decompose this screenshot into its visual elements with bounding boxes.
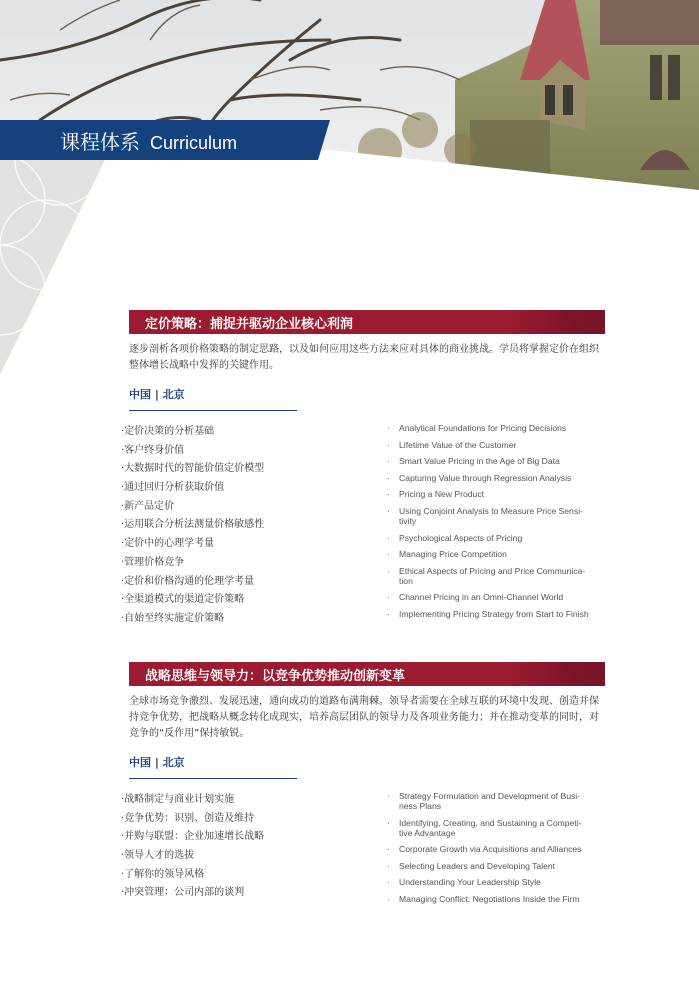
course-item-en xyxy=(387,489,605,499)
course-item-en-text: Identifying, Creating, and Sustaining a Competi- tive Advantage xyxy=(399,817,582,838)
bullet-dot: · xyxy=(387,817,390,828)
course-list-cn xyxy=(121,791,371,903)
course-list-cn xyxy=(121,423,371,629)
section-title: 战略思维与领导力：以竞争优势推动创新变革 xyxy=(145,669,406,684)
course-item-en xyxy=(387,791,605,811)
course-item-en xyxy=(387,566,605,586)
course-item-en-text: Lifetime Value of the Customer xyxy=(399,439,517,450)
course-item-en xyxy=(387,844,605,854)
course-item-en-text: Pricing a New Product xyxy=(399,489,485,500)
region-label: 中国 | 北京 xyxy=(129,388,185,401)
course-item-cn: ·新产品定价 xyxy=(121,500,175,512)
course-item-en-text: Corporate Growth via Acquisitions and Alliances xyxy=(399,844,582,855)
region-divider xyxy=(129,410,297,411)
bullet-dot: · xyxy=(387,565,390,576)
page-title-en: Curriculum xyxy=(150,133,238,153)
course-item-en-text: Channel Pricing in an Omni-Channel World xyxy=(399,592,564,603)
course-item-en-text: Analytical Foundations for Pricing Decisions xyxy=(399,423,567,433)
course-item-en-text: Smart Value Pricing in the Age of Big Data xyxy=(399,456,560,467)
bullet-dot: · xyxy=(387,844,390,855)
course-item-cn: ·定价决策的分析基础 xyxy=(121,426,215,437)
course-item-cn: ·客户终身价值 xyxy=(121,444,185,456)
course-item-en xyxy=(387,609,605,619)
bullet-dot: · xyxy=(387,791,390,801)
course-item-en-text: Using Conjoint Analysis to Measure Price Sensi- tivity xyxy=(399,505,583,526)
bullet-dot: · xyxy=(387,877,390,888)
course-item-cn: ·了解你的领导风格 xyxy=(121,868,205,880)
course-item-en xyxy=(387,861,605,871)
bullet-dot: · xyxy=(387,893,390,904)
course-item-cn: ·管理价格竞争 xyxy=(121,556,185,568)
bullet-dot: · xyxy=(387,505,390,516)
course-item-en-text: Psychological Aspects of Pricing xyxy=(399,532,523,543)
course-list-en xyxy=(387,423,605,626)
section-title: 定价策略：捕捉并驱动企业核心利润 xyxy=(145,317,354,332)
section-header-bar xyxy=(129,310,605,334)
region-label: 中国 | 北京 xyxy=(129,756,185,769)
course-item-en xyxy=(387,456,605,466)
course-list-en xyxy=(387,791,605,911)
decorative-pattern xyxy=(0,160,110,384)
course-item-en-text: Strategy Formulation and Development of Busi- ness Plans xyxy=(399,791,581,811)
bullet-dot: · xyxy=(387,456,390,467)
bullet-dot: · xyxy=(387,860,390,871)
course-item-en-text: Managing Conflict: Negotiations Inside the Firm xyxy=(399,893,580,904)
region-divider xyxy=(129,778,297,779)
course-item-en xyxy=(387,877,605,887)
course-item-cn: ·运用联合分析法测量价格敏感性 xyxy=(121,519,265,531)
course-item-en-text: Ethical Aspects of Pricing and Price Communica- tion xyxy=(399,565,586,586)
bullet-dot: · xyxy=(387,439,390,450)
bullet-dot: · xyxy=(387,608,390,619)
course-item-en-text: Selecting Leaders and Developing Talent xyxy=(399,860,556,871)
course-item-cn: ·冲突管理：公司内部的谈判 xyxy=(121,887,245,899)
bullet-dot: · xyxy=(387,549,390,560)
bullet-dot: · xyxy=(387,532,390,543)
course-item-en-text: Managing Price Competition xyxy=(399,549,507,560)
course-item-cn: ·竞争优势：识别、创造及维持 xyxy=(121,812,255,824)
course-item-cn: ·自始至终实施定价策略 xyxy=(121,612,225,624)
section-strategy xyxy=(121,662,605,904)
course-item-en xyxy=(387,440,605,450)
section-header-bar xyxy=(129,662,605,686)
section-description: 全球市场竞争激烈、发展迅速，通向成功的道路布满荆棘。领导者需要在全球互联的环境中发现、创造并保持竞争优势，把战略从概念转化成现实，培养高层团队的领导力及各项业务能力；并在推动变革的同时，对竞争的“反作用”保持敏锐。 xyxy=(129,696,599,739)
bullet-dot: · xyxy=(387,489,390,500)
course-item-cn: ·领导人才的选拔 xyxy=(121,850,195,862)
course-item-cn: ·大数据时代的智能价值定价模型 xyxy=(121,463,265,475)
bullet-dot: · xyxy=(387,592,390,603)
course-item-cn: ·定价中的心理学考量 xyxy=(121,538,215,550)
page-title xyxy=(60,126,237,155)
course-item-cn: ·定价和价格沟通的伦理学考量 xyxy=(121,575,255,587)
course-item-en xyxy=(387,423,605,433)
course-item-en xyxy=(387,533,605,543)
course-item-en xyxy=(387,549,605,559)
bullet-dot: · xyxy=(387,472,390,483)
course-item-cn: ·全渠道模式的渠道定价策略 xyxy=(121,594,245,606)
course-item-cn: ·通过回归分析获取价值 xyxy=(121,482,225,494)
course-item-cn: ·战略制定与商业计划实施 xyxy=(121,794,235,805)
course-item-en-text: Implementing Pricing Strategy from Start to Finish xyxy=(399,608,589,619)
page-title-cn: 课程体系 xyxy=(60,130,140,154)
course-item-en xyxy=(387,473,605,483)
course-item-en xyxy=(387,592,605,602)
course-item-en-text: Capturing Value through Regression Analysis xyxy=(399,472,572,483)
course-item-cn: ·并购与联盟：企业加速增长战略 xyxy=(121,831,265,843)
course-item-en-text: Understanding Your Leadership Style xyxy=(399,877,541,888)
section-pricing xyxy=(121,310,605,624)
section-description: 逐步剖析各项价格策略的制定思路，以及如何应用这些方法来应对具体的商业挑战。学员将掌握定价在组织整体增长战略中发挥的关键作用。 xyxy=(129,344,599,371)
course-item-en xyxy=(387,506,605,526)
bullet-dot: · xyxy=(387,423,390,433)
course-item-en xyxy=(387,818,605,838)
course-item-en xyxy=(387,894,605,904)
